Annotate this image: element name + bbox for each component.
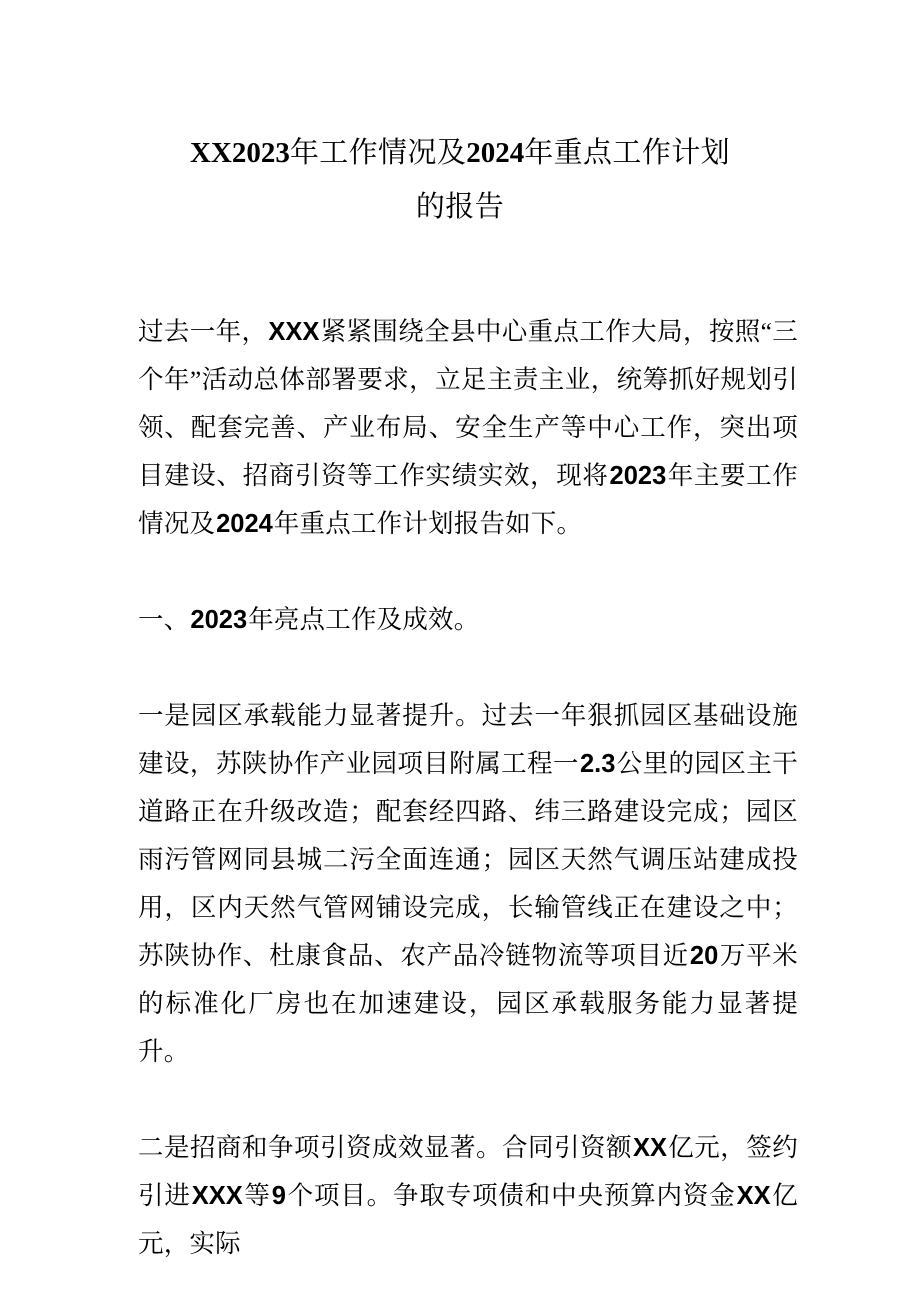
document-title-line-1 bbox=[190, 137, 730, 169]
text-run: 二是招商和争项引资成效显著。合同引资额 bbox=[138, 1133, 632, 1162]
text-run: 个项目。争取专项债和中央预算内资金 bbox=[286, 1181, 736, 1210]
text-run: 一、 bbox=[138, 605, 190, 634]
bold-text-run: XXX bbox=[268, 318, 320, 346]
text-run: 亿元，签约引进 bbox=[138, 1133, 798, 1210]
text-run: 公里的园区主干道路正在升级改造；配套经四路、纬三路建设完成；园区雨污管网同县城二污全面连通；园区天然气调压站建成投用，区内天然气管网铺设完成，长输管线正在建设之中；苏陕协作、杜康食品、农产品冷链物流等项目近 bbox=[138, 749, 798, 970]
bold-text-run: XX bbox=[632, 1134, 667, 1162]
bold-text-run: 2023 bbox=[609, 462, 667, 490]
bold-text-run: XXX bbox=[191, 1182, 243, 1210]
title-lead-code: XX2023 bbox=[189, 137, 290, 169]
text-run: 年重点工作计划报告如下。 bbox=[273, 509, 583, 538]
text-run: 紧紧围绕全县中心重点工作大局，按照“三个年”活动总体部署要求，立足主责主业，统筹抓好规划引领、配套完善、产业布局、安全生产等中心工作，突出项目建设、招商引资等工作实绩实效，现将 bbox=[138, 317, 798, 490]
document-title bbox=[130, 126, 790, 234]
document-title-line-2: 的报告 bbox=[415, 191, 505, 223]
paragraph-intro bbox=[138, 308, 798, 548]
title-line1-tail: 年重点工作计划 bbox=[524, 137, 731, 169]
text-run: 亿元，实际 bbox=[138, 1181, 799, 1258]
text-run: 等 bbox=[243, 1181, 271, 1210]
paragraph-point-one bbox=[138, 692, 798, 1076]
bold-text-run: XX bbox=[736, 1182, 771, 1210]
section-heading-1 bbox=[138, 596, 798, 644]
text-run: 万平米的标准化厂房也在加速建设，园区承载服务能力显著提升。 bbox=[138, 941, 798, 1066]
bold-text-run: 20 bbox=[689, 942, 719, 970]
title-year-2024: 2024 bbox=[466, 137, 525, 169]
text-run: 年主要工作情况及 bbox=[138, 461, 798, 538]
bold-text-run: 9 bbox=[271, 1182, 286, 1210]
text-run: 年亮点工作及成效。 bbox=[248, 605, 480, 634]
paragraph-point-two bbox=[138, 1124, 798, 1268]
bold-text-run: 2023 bbox=[190, 606, 248, 634]
text-run: 一是园区承载能力显著提升。过去一年狠抓园区基础设施建设，苏陕协作产业园项目附属工程一 bbox=[138, 701, 798, 778]
text-run: 过去一年， bbox=[138, 317, 268, 346]
bold-text-run: 2.3 bbox=[579, 750, 616, 778]
title-line1-rest: 年工作情况及 bbox=[289, 137, 467, 169]
bold-text-run: 2024 bbox=[216, 510, 273, 538]
document-body bbox=[138, 308, 798, 1268]
